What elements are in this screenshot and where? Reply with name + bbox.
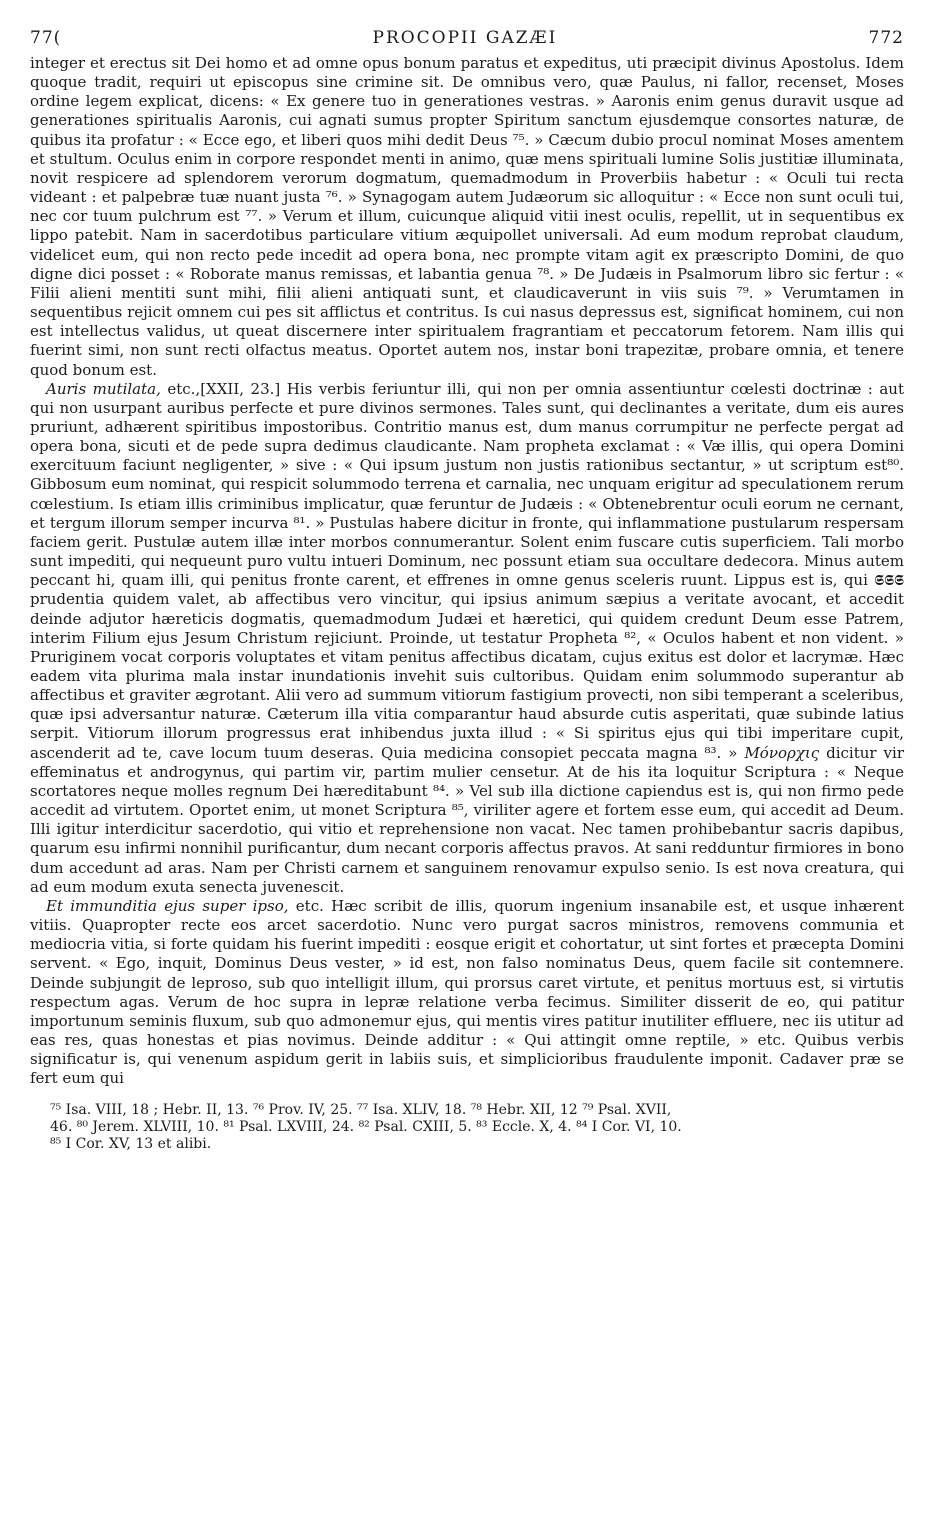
page [30, 28, 904, 1153]
footnote-line: ⁸⁵ I Cor. XV, 13 et alibi. [50, 1136, 212, 1153]
lemma-auris-mutilata: Auris mutilata, [46, 379, 161, 398]
page-number-left: 77( [30, 28, 62, 48]
running-header [30, 28, 904, 54]
greek-word: Μόνορχις [744, 743, 820, 762]
main-text [30, 54, 904, 1088]
page-number-right: 772 [868, 28, 904, 48]
paragraph-1: integer et erectus sit Dei homo et ad omne opus bonum paratus et expeditus, uti præcipit divinus Apostolus. Idem quoque tradit, requiri ut episcopus sine crimine sit. De omnibus vero, quæ Paulus, ni fallor, recenset, Moses ordine legem explicat, dicens: « Ex genere tuo in generationes vestras. » Aaronis enim genus duravit usque ad generationes spiritualis Aaronis, cui agnati sumus propter Spiritum sanctum ejusdemque consortes naturæ, de quibus ita profatur : « Ecce ego, et liberi quos mihi dedit Deus ⁷⁵. » Cæcum dubio procul nominat Moses amentem et stultum. Oculus enim in corpore respondet menti in animo, quæ mens spirituali lumine Solis justitiæ illuminata, novit respicere ad splendorem verorum dogmatum, quemadmodum in Proverbiis habetur : « Oculi tui recta videant : et palpebræ tuæ nuant justa ⁷⁶. » Synagogam autem Judæorum sic alloquitur : « Ecce non sunt oculi tui, nec cor tuum pulchrum est ⁷⁷. » Verum et illum, cuicunque aliquid vitii inest oculis, repellit, ut in sequentibus ex lippo patebit. Nam in sacerdotibus particulare vitium æquipollet universali. Ad eum modum reprobat claudum, videlicet eum, qui non recto pede incedit ad opera bona, nec prompte vitam agit ex præscripto Domini, de quo digne dici posset : « Roborate manus remissas, et labantia genua ⁷⁸. » De Judæis in Psalmorum libro sic fertur : « Filii alieni mentiti sunt mihi, filii alieni antiquati sunt, et claudicaverunt in viis suis ⁷⁹. » Verumtamen in sequentibus rejicit omnem cui pes sit afflictus et contritus. Is cui nasus depressus est, significat hominem, cui non est intellectus validus, ut queat discernere inter spiritualem fragrantiam et peccatorum fetorem. Nam illis qui fuerint simi, non sunt recti olfactus meatus. Oportet autem nos, instar boni trapezitæ, probare omnia, et tenere quod bonum est. [30, 54, 904, 379]
paragraph-2 [30, 380, 904, 897]
paragraph-3 [30, 897, 904, 1089]
footnote-line: 46. ⁸⁰ Jerem. XLVIII, 10. ⁸¹ Psal. LXVIII, 24. ⁸² Psal. CXIII, 5. ⁸³ Eccle. X, 4. ⁸⁴ I Cor. VI, 10. [50, 1119, 682, 1136]
paragraph-2-tail: dicitur vir effeminatus et androgynus, qui partim vir, partim mulier censetur. At de his ita loquitur Scriptura : « Neque scortatores neque molles regnum Dei hæreditabunt ⁸⁴. » Vel sub illa dictione capiendus est is, qui non firmo pede accedit ad virtutem. Oportet enim, ut monet Scriptura ⁸⁵, viriliter agere et fortem esse eum, qui accedit ad Deum. Illi igitur interdicitur sacerdotio, qui vitio et reprehensione non vacat. Nec tamen prohibebantur sacris dapibus, quarum esu infirmi nonnihil purificantur, dum necant corporis affectus pravos. At sani redduntur firmiores in bono dum accedunt ad aras. Nam per Christi carnem et sanguinem renovamur expulso senio. Is est nova creatura, qui ad eum modum exuta senecta juvenescit. [30, 743, 904, 896]
paragraph-3-text: etc. Hæc scribit de illis, quorum ingenium insanabile est, et usque inhærent vitiis. Quapropter recte eos arcet sacerdotio. Nunc vero purgat sacros ministros, removens communia et mediocria vitia, si forte quidam his fuerint impediti : eosque erigit et cohortatur, ut sint fortes et præcepta Domini servent. « Ego, inquit, Dominus Deus vester, » id est, non falso nominatus Deus, quem facile sit contemnere. Deinde subjungit de leproso, sub quo intelligit illum, qui prorsus caret virtute, et penitus mortuus est, si virtutis respectum agas. Verum de hoc supra in lepræ relatione verba fecimus. Similiter disserit de eo, qui patitur importunum seminis fluxum, sub quo admonemur ejus, qui mentis vires patitur inutiliter effluere, nec iis utitur ad eas res, quas honestas et pias novimus. Deinde additur : « Qui attingit omne reptile, » etc. Quibus verbis significatur is, qui venenum aspidum gerit in labiis suis, et simplicioribus fraudulente imponit. Cadaver præ se fert eum qui [30, 896, 904, 1088]
lemma-immunditia: Et immunditia ejus super ipso, [46, 896, 289, 915]
paragraph-2-text: etc.,[XXII, 23.] His verbis feriuntur illi, qui non per omnia assentiuntur cœlesti doctrinæ : aut qui non usurpant auribus perfecte et pure divinos sermones. Tales sunt, qui declinantes a veritate, dum eis aures pruriunt, adhærent spiritibus impostoribus. Contritio manus est, dum manus corrumpitur ne perfecte pergat ad opera bona, sicuti et de pede supra dedimus claudicante. Nam propheta exclamat : « Væ illis, qui opera Domini exercituum faciunt negligenter, » sive : « Qui ipsum justum non justis rationibus sectantur, » ut scriptum est⁸⁰. Gibbosum eum nominat, qui respicit solummodo terrena et carnalia, nec unquam erigitur ad speculationem rerum cœlestium. Is etiam illis criminibus implicatur, quæ feruntur de Judæis : « Obtenebrentur oculi eorum ne cernant, et tergum illorum semper incurva ⁸¹. » Pustulas habere dicitur in fronte, qui inflammatione pustularum respersam faciem gerit. Pustulæ autem illæ inter morbos connumerantur. Solent enim fuscare cutis superficiem. Tali morbo sunt impediti, qui nequeunt puro vultu intueri Dominum, nec possunt etiam sua occultare dedecora. Minus autem peccant hi, quam illi, qui penitus fronte carent, et effrenes in omne genus sceleris ruunt. Lippus est is, qui 𝕾𝕾𝕾 prudentia quidem valet, ab affectibus vero vincitur, qui ipsius animum sæpius a veritate avocant, et accedit deinde adjutor hæreticis dogmatis, quemadmodum Judæi et hæretici, qui quidem credunt Deum esse Patrem, interim Filium ejus Jesum Christum rejiciunt. Proinde, ut testatur Propheta ⁸², « Oculos habent et non vident. » Pruriginem vocat corporis voluptates et vitam penitus affectibus dicatam, cujus exitus est dolor et lacrymæ. Hæc eadem vita plurima mala instar inundationis invehit suis cultoribus. Quidam enim solummodo superantur ab affectibus et graviter ægrotant. Alii vero ad summum vitiorum fastigium provecti, non sibi temperant a sceleribus, quæ ipsi adversantur naturæ. Cæterum illa vitia comparantur haud absurde cutis asperitati, quæ subinde latius serpit. Vitiorum illorum progressus erat inhibendus juxta illud : « Si spiritus ejus qui tibi imperitare cupit, ascenderit ad te, cave locum tuum deseras. Quia medicina consopiet peccata magna ⁸³. » [30, 379, 904, 762]
footnotes [30, 1102, 904, 1153]
footnote-line: ⁷⁵ Isa. VIII, 18 ; Hebr. II, 13. ⁷⁶ Prov. IV, 25. ⁷⁷ Isa. XLIV, 18. ⁷⁸ Hebr. XII, 12 ⁷⁹ Psal. XVII, [50, 1102, 672, 1119]
running-title: PROCOPII GAZÆI [372, 28, 558, 48]
